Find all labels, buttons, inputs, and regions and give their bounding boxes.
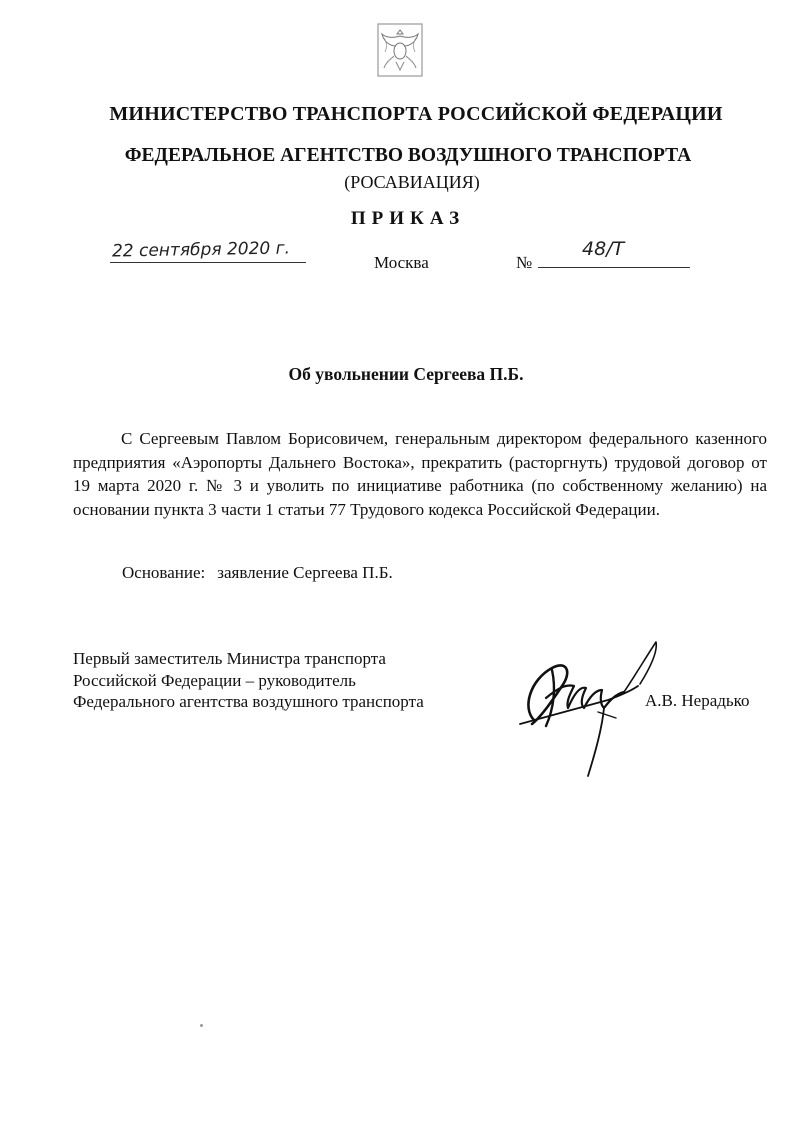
state-emblem-icon [370, 18, 430, 82]
number-underline [538, 267, 690, 268]
order-basis [122, 563, 393, 583]
agency-title: ФЕДЕРАЛЬНОЕ АГЕНТСТВО ВОЗДУШНОГО ТРАНСПОРТА [124, 145, 692, 166]
date-underline [110, 262, 306, 263]
basis-value: заявление Сергеева П.Б. [217, 563, 393, 582]
order-body-paragraph: С Сергеевым Павлом Борисовичем, генеральным директором федерального казенного предприятия «Аэропорты Дальнего Востока», прекратить (расторгнуть) трудовой договор от 19 марта 2020 г. № 3 и уволить по инициативе работника (по собственному желанию) на основании пункта 3 части 1 статьи 77 Трудового кодекса Российской Федерации. [73, 429, 767, 519]
order-subject: Об увольнении Сергеева П.Б. [288, 364, 524, 384]
signer-title-line: Первый заместитель Министра транспорта [73, 649, 386, 668]
signer-title-line: Российской Федерации – руководитель [73, 670, 356, 690]
ministry-title: МИНИСТЕРСТВО ТРАНСПОРТА РОССИЙСКОЙ ФЕДЕРАЦИИ [109, 103, 723, 125]
order-number-handwritten: 48/Т [582, 238, 625, 260]
order-number-sign: № [516, 253, 533, 272]
basis-label: Основание: [122, 563, 206, 582]
order-date-handwritten: 22 сентября 2020 г. [111, 238, 291, 262]
scan-speck [200, 1024, 203, 1027]
document-type: ПРИКАЗ [350, 208, 466, 229]
signer-title-line: Федерального агентства воздушного транспорта [73, 692, 424, 711]
signer-title [73, 648, 424, 713]
agency-abbreviation: (РОСАВИАЦИЯ) [344, 172, 480, 192]
signer-name: А.В. Нерадько [645, 691, 750, 710]
order-city: Москва [374, 253, 429, 272]
handwritten-signature [512, 628, 662, 788]
